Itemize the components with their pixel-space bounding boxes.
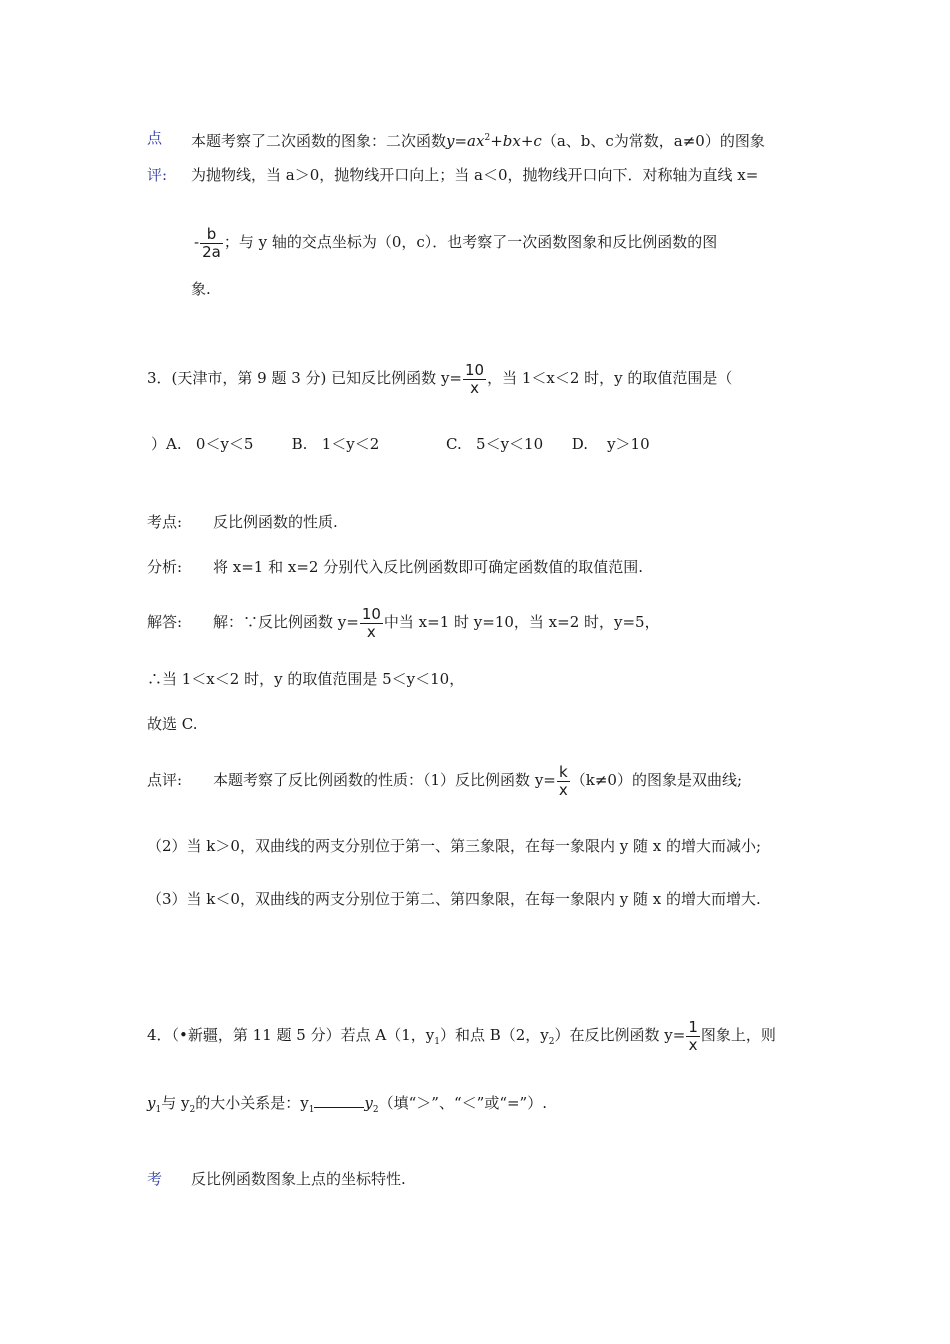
review-line-3 [194,222,717,262]
fraction-k-over-x [557,764,570,799]
q4-line-2 [147,1093,547,1120]
subscript: 1 [155,1105,162,1115]
dianping-line-3: （3）当 k＜0，双曲线的两支分别位于第二、第四象限，在每一象限内 y 随 x 的增大而增大. [147,890,761,908]
subscript: 1 [308,1105,315,1115]
dianping-label: 点评: [147,771,183,789]
kao-label: 考 [147,1170,163,1188]
subscript: 2 [548,1037,555,1047]
review-line-1 [191,128,765,151]
fraction-denominator: x [470,378,479,397]
dianping-line-2: （2）当 k＞0，双曲线的两支分别位于第一、第三象限，在每一象限内 y 随 x 的增大而减小; [147,837,762,855]
q4-stem [147,1015,776,1062]
quadratic-formula: y=ax [446,132,485,150]
q3-stem-text: ，当 1＜x＜2 时，y 的取值范围是（ [487,369,733,387]
dianping-text: （k≠0）的图象是双曲线; [570,771,743,789]
fraction-denominator: x [366,622,376,641]
fraction-denominator: x [558,780,568,799]
q4-stem-text: ）在反比例函数 y= [554,1026,686,1044]
jieda-line-3: 故选 C. [147,715,198,733]
jieda-line-1 [213,602,660,642]
fraction-numerator: 10 [361,604,381,623]
q4-text: （填“＞”、“＜”或“=”）. [378,1094,547,1112]
q3-stem-text: 3．(天津市，第 9 题 3 分) 已知反比例函数 y= [147,369,462,387]
fraction-10-over-x [463,362,486,397]
fraction-numerator: 10 [465,360,485,379]
q3-stem [147,358,732,398]
q4-text: 与 y [161,1094,190,1112]
fraction-10-over-x [360,606,383,641]
q4-stem-text: ）和点 B（2，y [439,1026,549,1044]
jieda-text: 解：∵反比例函数 y= [213,613,359,631]
review-text: 本题考察了二次函数的图象：二次函数 [191,132,447,150]
q4-stem-text: 4．（•新疆，第 11 题 5 分）若点 A（1，y [147,1026,435,1044]
review-label-bottom: 评: [147,166,168,184]
fenxi-text: 将 x=1 和 x=2 分别代入反比例函数即可确定函数值的取值范围. [213,558,643,576]
dianping-text: 本题考察了反比例函数的性质：（1）反比例函数 y= [213,771,556,789]
q3-options: ）A. 0＜y＜5 B. 1＜y＜2 C. 5＜y＜10 D. y＞10 [151,435,650,453]
kaodian-label: 考点: [147,513,183,531]
var-y: y [147,1094,156,1112]
review-line-2: 为抛物线，当 a＞0，抛物线开口向上；当 a＜0，抛物线开口向下．对称轴为直线 x= [191,166,759,184]
fraction-1-over-x [686,1019,700,1054]
exponent: 2 [484,133,491,143]
review-text: （a、b、c为常数，a≠0）的图象 [541,132,765,150]
review-line-4: 象. [191,280,211,298]
subscript: 2 [372,1105,379,1115]
jieda-line-2: ∴当 1＜x＜2 时，y 的取值范围是 5＜y＜10， [147,670,465,688]
dianping-line-1 [213,760,742,800]
fraction-numerator: k [557,764,570,782]
q4-stem-text: 图象上，则 [700,1026,776,1044]
review-label-top: 点 [147,129,163,147]
quadratic-formula-rest: +bx+c [490,132,542,150]
fraction-denominator: x [688,1035,698,1054]
minus-sign: - [194,233,200,251]
fraction-b-over-2a [200,226,223,261]
subscript: 2 [189,1105,196,1115]
fraction-numerator: b [200,226,223,244]
kaodian-text: 反比例函数的性质. [213,513,338,531]
fenxi-label: 分析: [147,558,183,576]
jieda-text: 中当 x=1 时 y=10，当 x=2 时，y=5， [383,613,660,631]
kao-text: 反比例函数图象上点的坐标特性. [191,1170,406,1188]
answer-blank[interactable] [314,1095,364,1108]
q4-text: 的大小关系是：y [195,1094,309,1112]
fraction-denominator: 2a [202,242,221,261]
subscript: 1 [434,1037,440,1047]
var-y: y [364,1094,373,1112]
jieda-label: 解答: [147,613,183,631]
fraction-numerator: 1 [688,1017,698,1036]
review-text: ；与 y 轴的交点坐标为（0，c）．也考察了一次函数图象和反比例函数的图 [223,233,718,251]
